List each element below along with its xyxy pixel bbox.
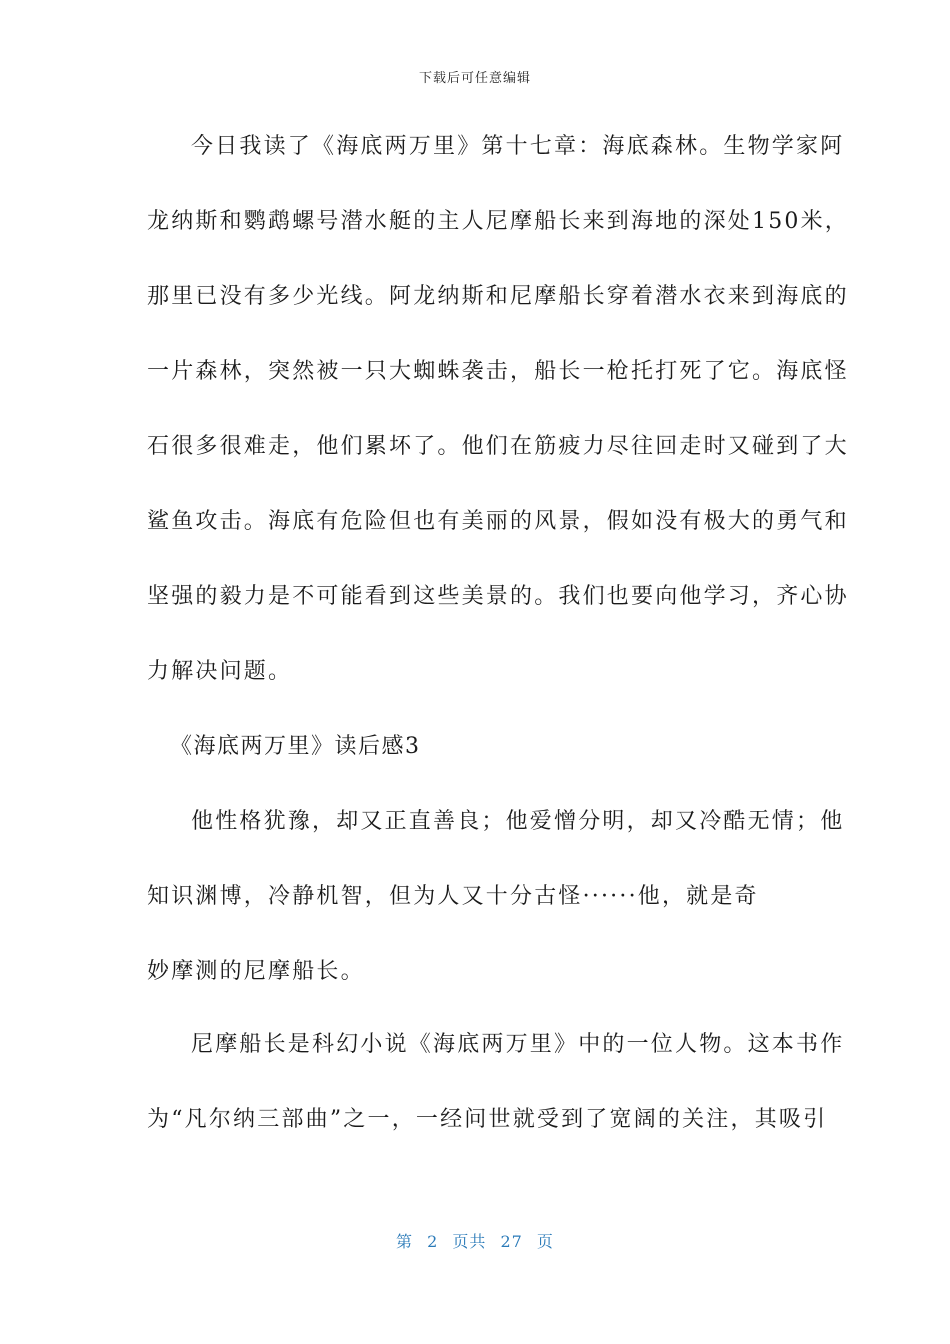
header-note: 下载后可任意编辑 — [418, 71, 531, 86]
body-line-6: 鲨鱼攻击。海底有危险但也有美丽的风景，假如没有极大的勇气和 — [147, 509, 849, 534]
body-line-1: 今日我读了《海底两万里》第十七章：海底森林。生物学家阿 — [191, 134, 845, 159]
body-line-13: 为“凡尔纳三部曲”之一，一经问世就受到了宽阔的关注，其吸引 — [147, 1107, 828, 1132]
body-line-12: 尼摩船长是科幻小说《海底两万里》中的一位人物。这本书作 — [191, 1032, 845, 1057]
body-line-7: 坚强的毅力是不可能看到这些美景的。我们也要向他学习，齐心协 — [147, 584, 849, 609]
body-line-8: 力解决问题。 — [147, 659, 293, 684]
body-line-9: 他性格犹豫，却又正直善良；他爱憎分明，却又冷酷无情；他 — [191, 809, 845, 834]
body-line-4: 一片森林，突然被一只大蜘蛛袭击，船长一枪托打死了它。海底怪 — [147, 359, 849, 384]
body-line-11: 妙摩测的尼摩船长。 — [147, 959, 365, 984]
page-number-footer: 第 2 页共 27 页 — [396, 1232, 554, 1251]
section-heading: 《海底两万里》读后感3 — [170, 734, 421, 759]
body-line-5: 石很多很难走，他们累坏了。他们在筋疲力尽往回走时又碰到了大 — [147, 434, 849, 459]
body-line-10: 知识渊博，冷静机智，但为人又十分古怪······他，就是奇 — [147, 884, 759, 909]
body-line-2: 龙纳斯和鹦鹉螺号潜水艇的主人尼摩船长来到海地的深处150米， — [147, 209, 849, 234]
body-line-3: 那里已没有多少光线。阿龙纳斯和尼摩船长穿着潜水衣来到海底的 — [147, 284, 849, 309]
